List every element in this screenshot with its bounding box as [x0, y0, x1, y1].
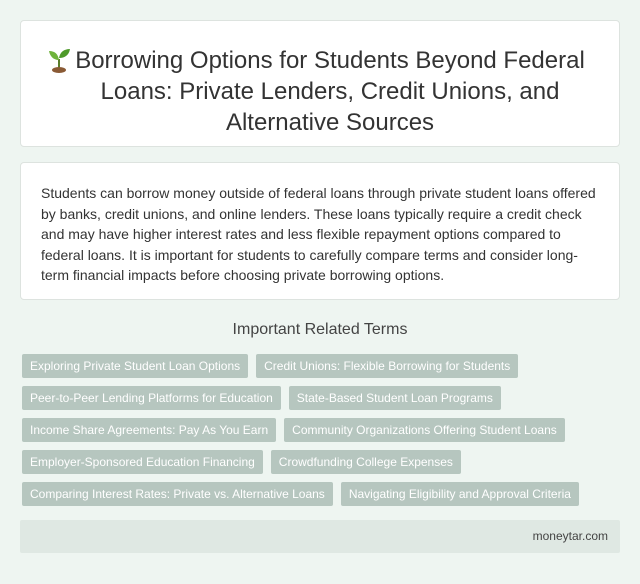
- tag-row: [22, 354, 622, 378]
- related-term-tag[interactable]: Exploring Private Student Loan Options: [22, 354, 248, 378]
- tag-row: [22, 450, 622, 474]
- description-card: [20, 162, 620, 300]
- related-term-tag[interactable]: Credit Unions: Flexible Borrowing for Students: [256, 354, 518, 378]
- tag-row: [22, 418, 622, 442]
- title-card: [20, 20, 620, 147]
- footer: [20, 520, 620, 553]
- description-text: Students can borrow money outside of federal loans through private student loans offered by banks, credit unions, and online lenders. These loans typically require a credit check and may have higher interest rates and less flexible repayment options compared to federal loans. It is important for students to carefully compare terms and consider long-term financial impacts before choosing private borrowing options.: [41, 185, 596, 283]
- tag-row: [22, 482, 622, 506]
- page-title: Borrowing Options for Students Beyond Federal Loans: Private Lenders, Credit Unions, and Alternative Sources: [75, 47, 585, 136]
- related-term-tag[interactable]: Navigating Eligibility and Approval Criteria: [341, 482, 579, 506]
- related-term-tag[interactable]: Employer-Sponsored Education Financing: [22, 450, 263, 474]
- related-term-tag[interactable]: Income Share Agreements: Pay As You Earn: [22, 418, 276, 442]
- related-term-tag[interactable]: State-Based Student Loan Programs: [289, 386, 501, 410]
- related-terms-heading: Important Related Terms: [232, 321, 408, 338]
- title-row: [21, 21, 619, 146]
- related-term-tag[interactable]: Peer-to-Peer Lending Platforms for Education: [22, 386, 281, 410]
- related-terms-list: [22, 354, 622, 514]
- related-term-tag[interactable]: Crowdfunding College Expenses: [271, 450, 461, 474]
- footer-site-link[interactable]: moneytar.com: [532, 529, 608, 543]
- related-term-tag[interactable]: Community Organizations Offering Student Loans: [284, 418, 565, 442]
- tag-row: [22, 386, 622, 410]
- related-term-tag[interactable]: Comparing Interest Rates: Private vs. Alternative Loans: [22, 482, 333, 506]
